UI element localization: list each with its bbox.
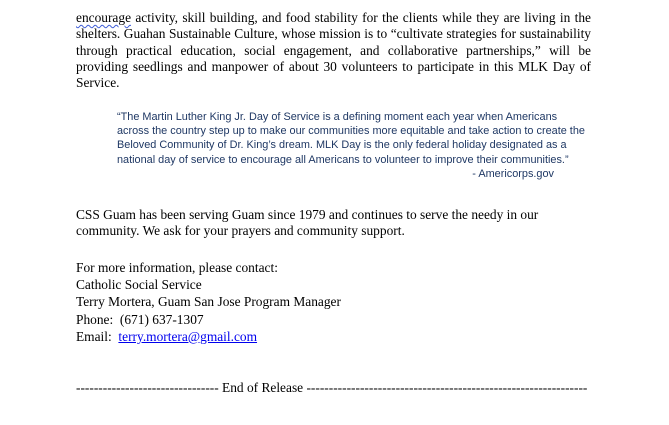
paragraph-css-guam (76, 207, 591, 240)
contact-email-line (76, 328, 591, 345)
quote-line: “The Martin Luther King Jr. Day of Service is a defining moment each year when Americans (117, 111, 558, 123)
contact-intro: For more information, please contact: (76, 260, 278, 275)
email-link[interactable]: terry.mortera@gmail.com (118, 328, 258, 344)
paragraph-line (76, 10, 591, 26)
paragraph-line: community. We ask for your prayers and community support. (76, 223, 405, 239)
paragraph-service-partners (76, 10, 591, 91)
paragraph-line: shelters. Guahan Sustainable Culture, whose mission is to “cultivate strategies for sustainability (76, 26, 591, 42)
paragraph-line: CSS Guam has been serving Guam since 1979 and continues to serve the needy in our (76, 207, 539, 222)
quote-line: national day of service to encourage all Americans to volunteer to improve their communities.” (117, 153, 569, 166)
blockquote-americorps (117, 110, 589, 181)
phone-number: (671) 637-1307 (119, 311, 204, 327)
paragraph-line-text: activity, skill building, and food stability for the clients while they are living in the (131, 10, 591, 25)
phone-label: Phone: (76, 311, 114, 327)
email-label: Email: (76, 328, 112, 344)
quote-attribution: - Americorps.gov (472, 167, 554, 180)
paragraph-line: Service. (76, 75, 120, 91)
quote-line: Beloved Community of Dr. King’s dream. MLK Day is the only federal holiday designated as a (117, 139, 567, 152)
paragraph-line: providing seedlings and manpower of about 30 volunteers to participate in this MLK Day of (76, 58, 591, 74)
contact-block (76, 259, 591, 345)
contact-phone-line (76, 311, 591, 328)
paragraph-line: through practical education, social engagement, and collaborative partnerships,” will be (76, 42, 591, 58)
quote-line: across the country step up to make our communities more equitable and take action to create the (117, 125, 585, 138)
contact-organization: Catholic Social Service (76, 277, 202, 293)
end-of-release-marker: -------------------------------- End of Release --------------------------------------------------------------- (76, 380, 588, 395)
contact-person: Terry Mortera, Guam San Jose Program Manager (76, 294, 341, 310)
spellcheck-flagged-word[interactable]: encourage (76, 10, 132, 25)
